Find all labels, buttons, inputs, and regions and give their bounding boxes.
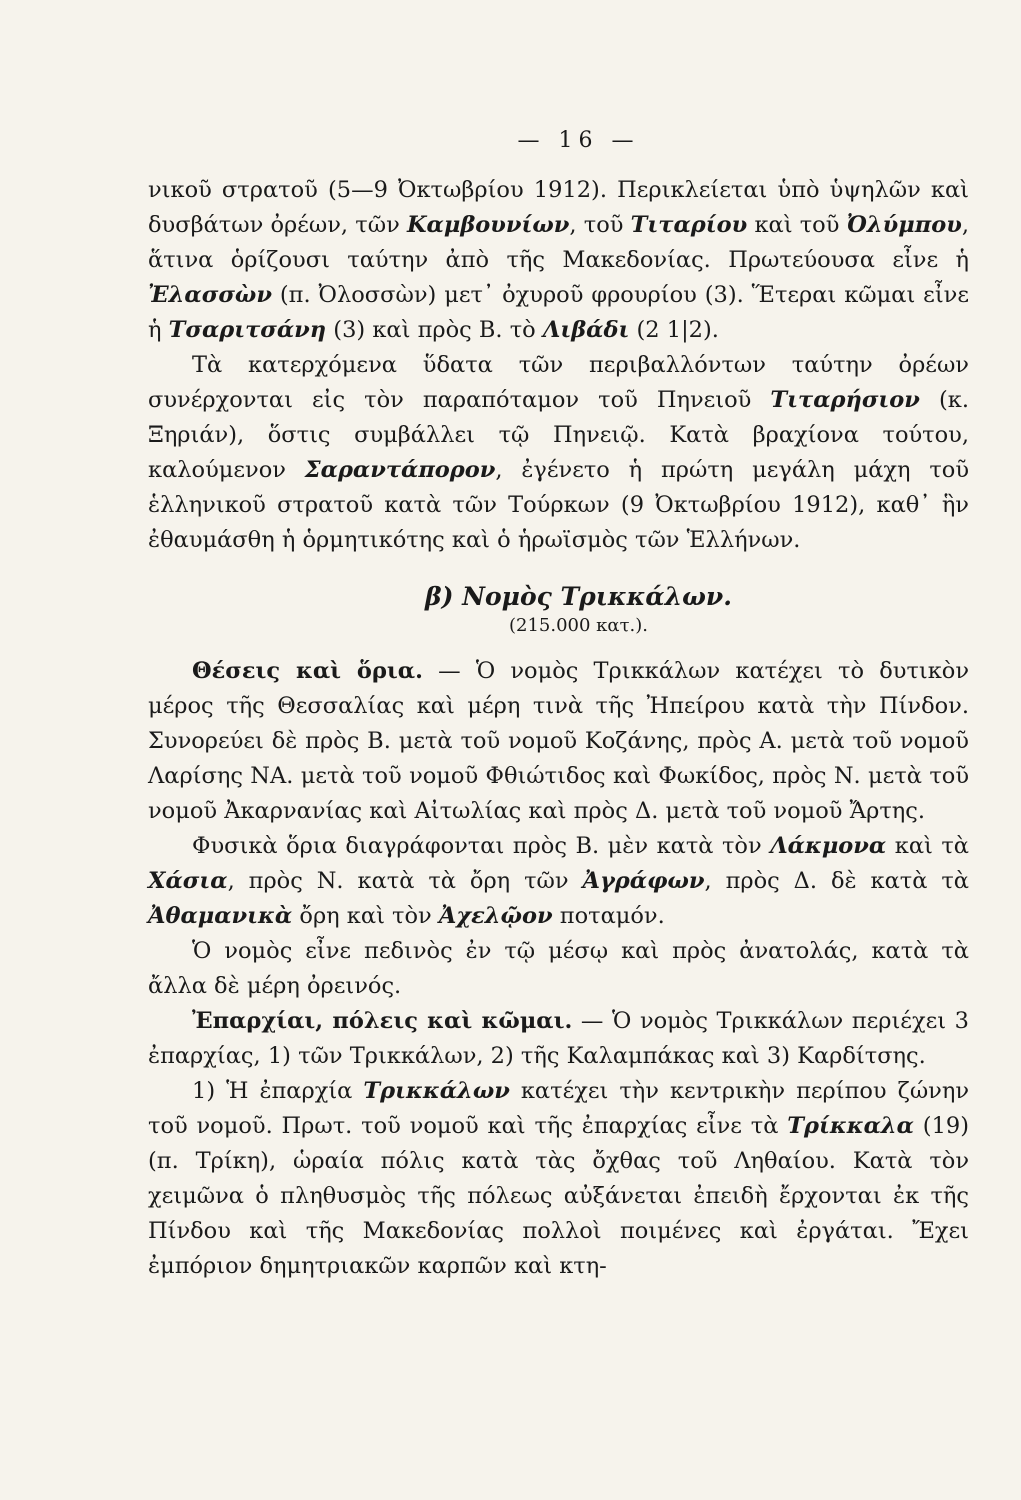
text: ὄρη καὶ τὸν (292, 903, 439, 929)
paragraph-provinces (148, 1004, 969, 1074)
place-titarion: Τιταρίου (630, 212, 748, 238)
text: , πρὸς Ν. κατὰ τὰ ὄρη τῶν (227, 868, 583, 894)
text: 1) Ἡ ἐπαρχία (192, 1078, 364, 1104)
paragraph-trikkala (148, 1074, 969, 1284)
place-titarisios: Τιταρήσιον (770, 387, 920, 413)
text: , πρὸς Δ. δὲ κατὰ τὰ (704, 868, 969, 894)
place-lakmon: Λάκμονα (770, 833, 887, 859)
paragraph-natural-borders (148, 829, 969, 934)
place-olympos: Ὀλύμπου (846, 212, 962, 238)
text: κατέχει τὴν κεντρικὴν περίπου ζώνην τοῦ νομοῦ. Πρωτ. τοῦ νομοῦ καὶ τῆς ἐπαρχίας εἶνε τὰ (148, 1078, 970, 1139)
subheading-provinces: Ἐπαρχίαι, πόλεις καὶ κῶμαι. (192, 1008, 573, 1034)
text: Φυσικὰ ὅρια διαγράφονται πρὸς Β. μὲν κατὰ τὸν (192, 833, 771, 859)
place-agrafa: Ἀγράφων (582, 868, 705, 894)
text: ποταμόν. (552, 903, 665, 929)
text: — Ὁ νομὸς Τρικκάλων κατέχει τὸ δυτικὸν μέρος τῆς Θεσσαλίας καὶ μέρη τινὰ τῆς Ἠπείρου κατὰ τὴν Πίνδον. Συνορεύει δὲ πρὸς Β. μετὰ τοῦ νομοῦ Κοζάνης, πρὸς Α. μετὰ τοῦ νομοῦ Λαρίσης ΝΑ. μετὰ τοῦ νομοῦ Φθιώτιδος καὶ Φωκίδος, πρὸς Ν. μετὰ τοῦ νομοῦ Ἀκαρνανίας καὶ Αἰτωλίας καὶ πρὸς Δ. μετὰ τοῦ νομοῦ Ἄρτης. (148, 658, 969, 824)
text: καὶ τοῦ (747, 212, 847, 238)
place-livadi: Λιβάδι (542, 317, 630, 343)
place-kamvounia: Καμβουνίων (406, 212, 570, 238)
place-elasson: Ἐλασσὼν (148, 282, 272, 308)
text: , ἅτινα ὁρίζουσι ταύτην ἀπὸ τῆς Μακεδονίας. Πρωτεύουσα εἶνε ἡ (148, 212, 969, 273)
text: , τοῦ (569, 212, 631, 238)
place-trikkala: Τρίκκαλα (787, 1113, 914, 1139)
text: (19) (π. Τρίκη), ὡραία πόλις κατὰ τὰς ὄχθας τοῦ Ληθαίου. Κατὰ τὸν χειμῶνα ὁ πληθυσμὸς τῆς πόλεως αὐξάνεται ἐπειδὴ ἔρχονται ἐκ τῆς Πίνδου καὶ τῆς Μακεδονίας πολλοὶ ποιμένες καὶ ἐργάται. Ἔχει ἐμπόριον δημητριακῶν καρπῶν καὶ κτη- (148, 1113, 969, 1279)
paragraph-terrain: Ὁ νομὸς εἶνε πεδινὸς ἐν τῷ μέσῳ καὶ πρὸς ἀνατολάς, κατὰ τὰ ἄλλα δὲ μέρη ὀρεινός. (148, 938, 969, 999)
paragraph-elassona (148, 173, 969, 348)
place-acheloos: Ἀχελῷον (438, 903, 553, 929)
place-sarantaporon: Σαραντάπορον (304, 457, 496, 483)
place-tsaritsani: Τσαριτσάνη (168, 317, 327, 343)
place-chasia: Χάσια (148, 868, 228, 894)
text: (2 1|2). (629, 317, 719, 343)
page-number: — 16 — (517, 128, 640, 153)
text: νικοῦ στρατοῦ (5—9 Ὀκτωβρίου 1912). Περικλείεται ὑπὸ ὑψηλῶν καὶ δυσβάτων ὀρέων, τῶν (148, 177, 969, 238)
text: (κ. Ξηριάν), ὅστις συμβάλλει τῷ Πηνειῷ. Κατὰ βραχίονα τούτου, καλούμενον (148, 387, 969, 483)
section-population: (215.000 κατ.). (508, 615, 648, 636)
place-trikkalon: Τρικκάλων (363, 1078, 510, 1104)
text: Τὰ κατερχόμενα ὕδατα τῶν περιβαλλόντων ταύτην ὀρέων συνέρχονται εἰς τὸν παραπόταμον τοῦ Πηνειοῦ (148, 352, 969, 413)
paragraph-positions-borders (148, 654, 969, 829)
text: (π. Ὀλοσσὼν) μετ᾽ ὀχυροῦ φρουρίου (3). Ἕτεραι κῶμαι εἶνε ἡ (148, 282, 969, 343)
text: — Ὁ νομὸς Τρικκάλων περιέχει 3 ἐπαρχίας, 1) τῶν Τρικκάλων, 2) τῆς Καλαμπάκας καὶ 3) Καρδίτσης. (148, 1008, 969, 1069)
text: καὶ τὰ (886, 833, 969, 859)
subheading-positions: Θέσεις καὶ ὅρια. (192, 658, 423, 684)
text: , ἐγένετο ἡ πρώτη μεγάλη μάχη τοῦ ἑλληνικοῦ στρατοῦ κατὰ τῶν Τούρκων (9 Ὀκτωβρίου 1912), καθ᾽ ἣν ἐθαυμάσθη ἡ ὁρμητικότης καὶ ὁ ἡρωϊσμὸς τῶν Ἑλλήνων. (148, 457, 969, 553)
paragraph-rivers (148, 348, 969, 558)
section-heading: β) Νομὸς Τρικκάλων. (425, 582, 732, 611)
text: (3) καὶ πρὸς Β. τὸ (326, 317, 543, 343)
place-athamanika: Ἀθαμανικὰ (148, 903, 293, 929)
